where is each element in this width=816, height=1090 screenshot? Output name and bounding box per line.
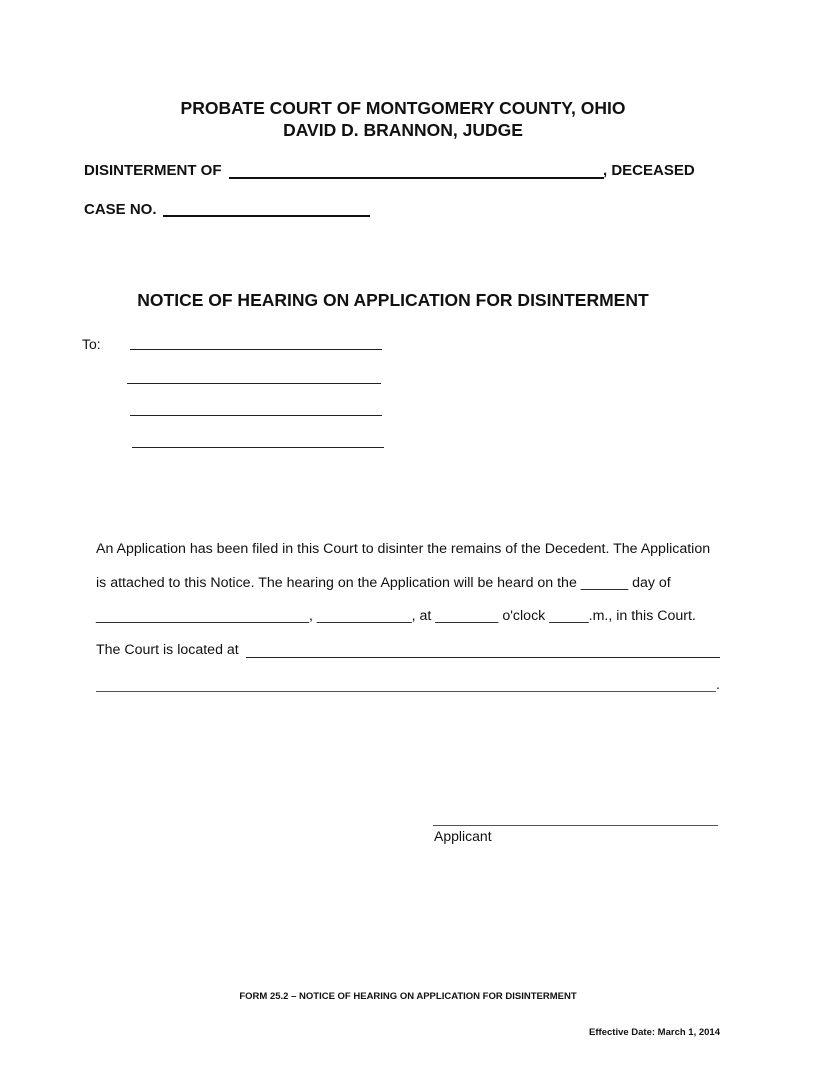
court-location-field[interactable] [246,657,720,658]
judge-name: DAVID D. BRANNON, JUDGE [283,120,523,140]
recipient-field-3[interactable] [130,415,382,416]
case-no-field[interactable] [163,215,370,217]
applicant-signature-line[interactable] [433,825,718,826]
decedent-name-field[interactable] [229,177,604,179]
applicant-label: Applicant [434,828,492,844]
recipient-field-1[interactable] [130,349,382,350]
notice-title: NOTICE OF HEARING ON APPLICATION FOR DISINTERMENT [137,290,649,310]
form-footer: FORM 25.2 – NOTICE OF HEARING ON APPLICATION FOR DISINTERMENT [239,991,577,1002]
court-location-field-2[interactable] [96,691,716,692]
to-label: To: [82,336,101,352]
case-no-label: CASE NO. [84,201,157,218]
disinterment-of-label: DISINTERMENT OF [84,162,222,179]
body-line-3: ___________________________, ____________, at ________ o'clock _____.m., in this Court. [96,608,696,624]
body-line-5-period: . [716,677,720,693]
deceased-label: , DECEASED [603,162,695,179]
body-line-4: The Court is located at [96,642,239,658]
body-line-1: An Application has been filed in this Court to disinter the remains of the Decedent. The Application [96,541,711,557]
recipient-field-2[interactable] [127,383,381,384]
court-name: PROBATE COURT OF MONTGOMERY COUNTY, OHIO [180,98,626,118]
effective-date: Effective Date: March 1, 2014 [589,1027,720,1038]
body-line-2: is attached to this Notice. The hearing on the Application will be heard on the ______ day of [96,575,671,591]
recipient-field-4[interactable] [132,447,384,448]
